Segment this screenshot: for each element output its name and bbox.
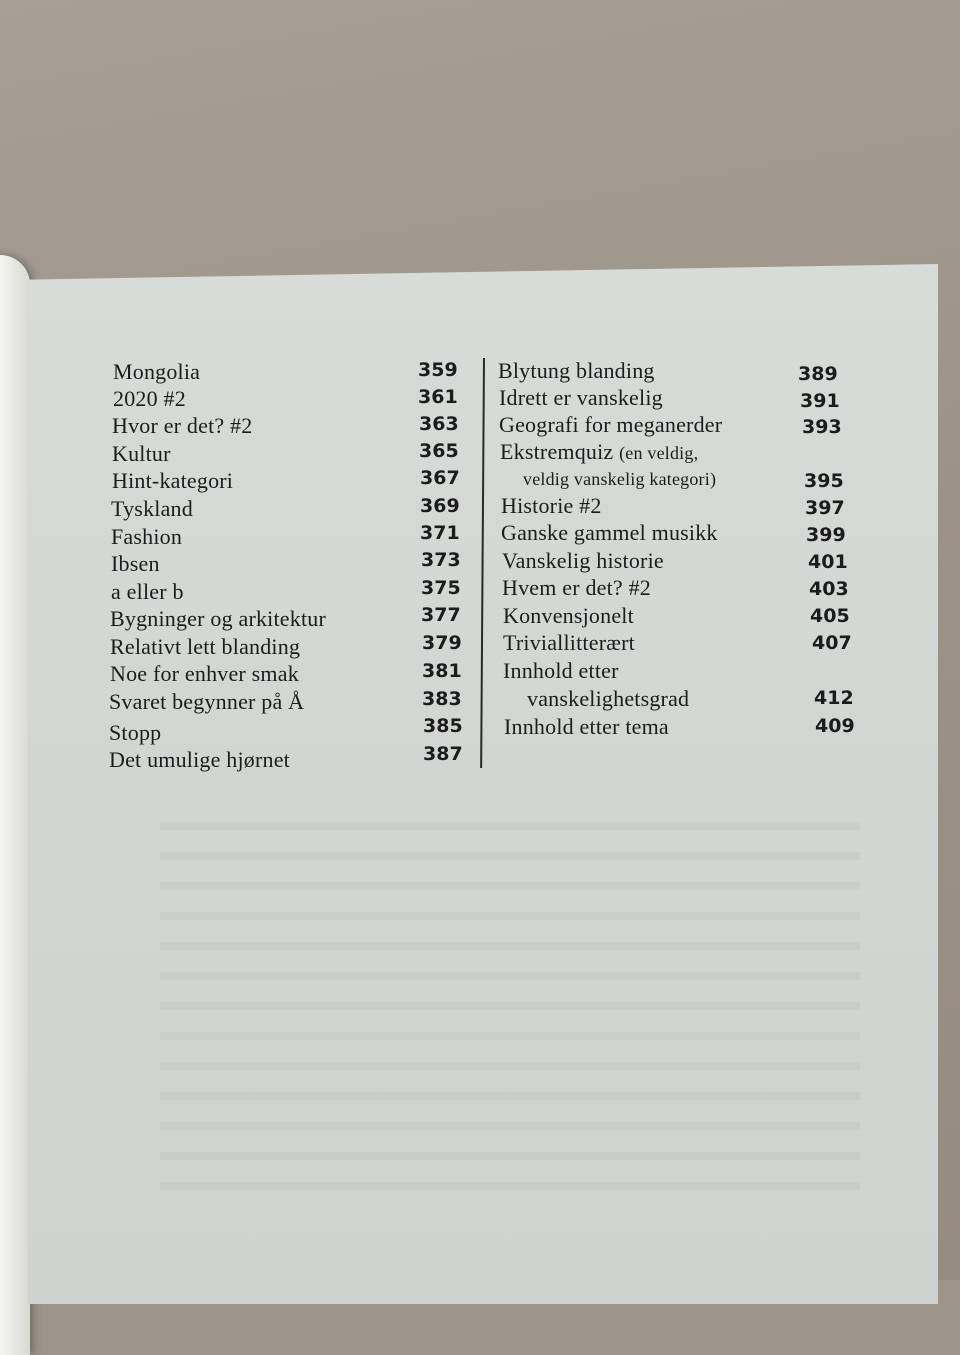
toc-entry-page: 385 — [423, 715, 463, 737]
toc-entry-page: 395 — [804, 470, 844, 492]
toc-entry-page: 373 — [421, 549, 461, 571]
toc-entry-title: Blytung blanding — [498, 358, 655, 383]
toc-entry-title: Stopp — [109, 720, 162, 745]
toc-entry-page: 391 — [800, 390, 840, 412]
toc-entry-page: 399 — [806, 524, 846, 546]
toc-entry-title-main: Ekstremquiz — [500, 439, 614, 464]
toc-entry-page: 381 — [422, 660, 462, 682]
toc-entry-page: 361 — [418, 386, 458, 408]
column-divider — [480, 358, 484, 768]
toc-entry-title: Relativt lett blanding — [110, 634, 301, 659]
toc-entry-title: Innhold etter — [503, 658, 619, 683]
toc-entry-page: 393 — [802, 416, 842, 438]
toc-entry-page: 363 — [419, 413, 459, 435]
toc-entry-title: Konvensjonelt — [503, 603, 634, 628]
toc-entry-title: Ganske gammel musikk — [501, 520, 718, 545]
toc-entry-title — [500, 439, 698, 466]
toc-entry-title-paren: (en veldig, — [619, 443, 699, 463]
toc-entry-title: Geografi for meganerder — [499, 412, 723, 437]
toc-entry-title: Mongolia — [113, 359, 201, 384]
toc-entry-title: Ibsen — [111, 551, 160, 576]
toc-entry-page: 412 — [814, 687, 854, 709]
toc-entry-page: 375 — [421, 577, 461, 599]
toc-entry-title: Det umulige hjørnet — [109, 747, 290, 772]
toc-entry-title: Tyskland — [111, 496, 193, 521]
toc-entry-title: Kultur — [112, 441, 171, 466]
toc-entry-title: Vanskelig historie — [502, 548, 664, 573]
toc-entry-title: Idrett er vanskelig — [499, 385, 663, 410]
toc-entry-title-continued: vanskelighetsgrad — [527, 686, 690, 711]
toc-entry-title: Svaret begynner på Å — [109, 689, 305, 714]
toc-entry-page: 367 — [420, 467, 460, 489]
toc-entry-title: Innhold etter tema — [504, 714, 669, 739]
toc-entry-title: Bygninger og arkitektur — [110, 606, 326, 631]
toc-entry-title: 2020 #2 — [113, 386, 186, 411]
toc-entry-page: 401 — [808, 551, 848, 573]
toc-entry-page: 397 — [805, 497, 845, 519]
toc-entry-title: Noe for enhver smak — [110, 661, 299, 686]
toc-entry-page: 403 — [809, 578, 849, 600]
toc-entry-title: Hvor er det? #2 — [112, 413, 253, 438]
toc-entry-page: 365 — [419, 440, 459, 462]
toc-entry-page: 407 — [812, 632, 852, 654]
toc-entry-page: 379 — [422, 632, 462, 654]
toc-entry-page: 383 — [422, 688, 462, 710]
toc-entry-page: 377 — [421, 604, 461, 626]
toc-entry-page: 409 — [815, 715, 855, 737]
toc-entry-page: 359 — [418, 359, 458, 381]
toc-entry-title: a eller b — [111, 579, 184, 604]
toc-entry-title: Triviallitterært — [503, 630, 635, 655]
toc-entry-title: Hvem er det? #2 — [502, 575, 651, 600]
toc-entry-page: 369 — [420, 495, 460, 517]
toc-entry-title-continued: veldig vanskelig kategori) — [523, 469, 717, 489]
toc-entry-page: 371 — [420, 522, 460, 544]
toc-entry-title: Fashion — [111, 524, 183, 549]
toc-entry-page: 405 — [810, 605, 850, 627]
toc-entry-title: Hint-kategori — [112, 468, 234, 493]
toc-entry-page: 387 — [423, 743, 463, 765]
toc-entry-page: 389 — [798, 363, 838, 385]
toc-entry-title: Historie #2 — [501, 493, 602, 518]
